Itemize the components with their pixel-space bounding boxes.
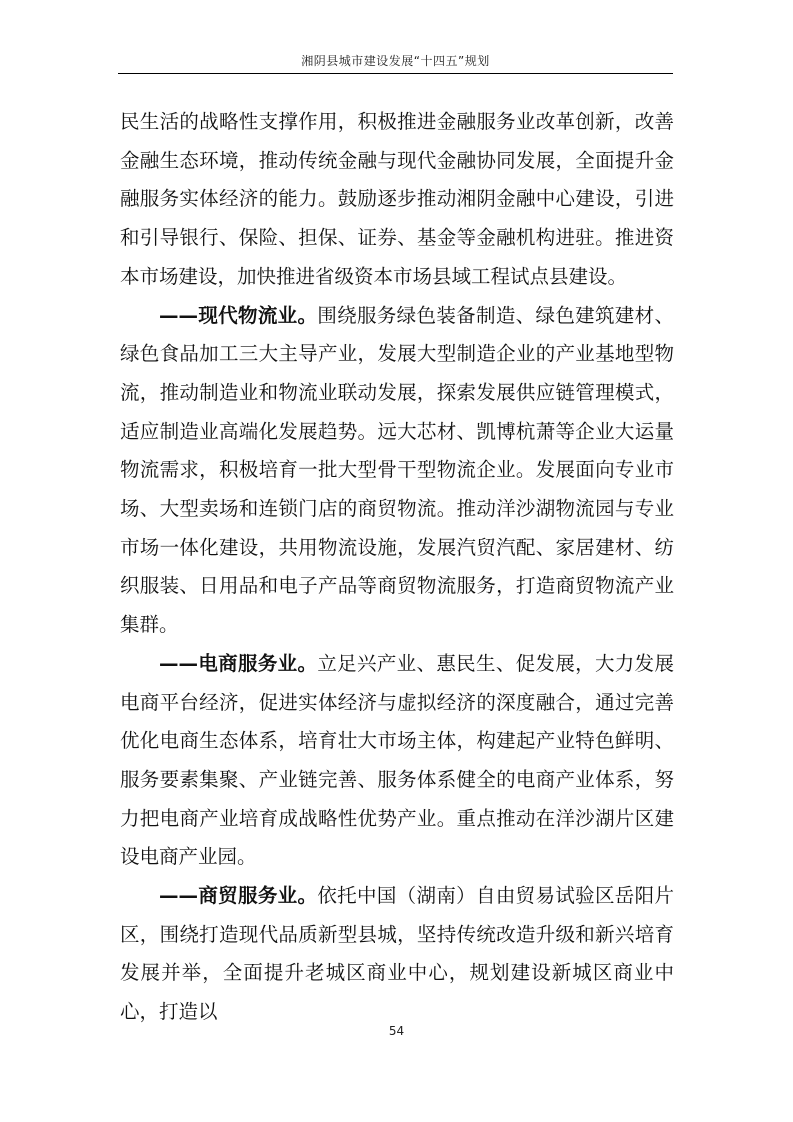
paragraph-logistics — [120, 297, 674, 645]
paragraph-text: 民生活的战略性支撑作用，积极推进金融服务业改革创新，改善金融生态环境，推动传统金融与现代金融协同发展，全面提升金融服务实体经济的能力。鼓励逐步推动湘阴金融中心建设，引进和引导银行、保险、担保、证券、基金等金融机构进驻。推进资本市场建设，加快推进省级资本市场县域工程试点县建设。 — [120, 110, 674, 288]
paragraph-text: 围绕服务绿色装备制造、绿色建筑建材、绿色食品加工三大主导产业，发展大型制造企业的产业基地型物流，推动制造业和物流业联动发展，探索发展供应链管理模式，适应制造业高端化发展趋势。远大芯材、凯博杭萧等企业大运量物流需求，积极培育一批大型骨干型物流企业。发展面向专业市场、大型卖场和连锁门店的商贸物流。推动洋沙湖物流园与专业市场一体化建设，共用物流设施，发展汽贸汽配、家居建材、纺织服装、日用品和电子产品等商贸物流服务，打造商贸物流产业集群。 — [120, 303, 674, 637]
page-number: 54 — [388, 1024, 405, 1038]
paragraph-commerce — [120, 877, 674, 1032]
paragraph-lead: ——电商服务业。 — [159, 651, 318, 675]
paragraph-text: 依托中国（湖南）自由贸易试验区岳阳片区，围绕打造现代品质新型县城，坚持传统改造升级和新兴培育发展并举，全面提升老城区商业中心，规划建设新城区商业中心，打造以 — [120, 884, 674, 1024]
document-body — [120, 103, 674, 1032]
paragraph-lead: ——商贸服务业。 — [159, 884, 318, 908]
paragraph-text: 立足兴产业、惠民生、促发展，大力发展电商平台经济，促进实体经济与虚拟经济的深度融合，通过完善优化电商生态体系，培育壮大市场主体，构建起产业特色鲜明、服务要素集聚、产业链完善、服务体系健全的电商产业体系，努力把电商产业培育成战略性优势产业。重点推动在洋沙湖片区建设电商产业园。 — [120, 651, 674, 869]
running-header: 湘阴县城市建设发展“十四五”规划 — [301, 54, 490, 68]
header-rule — [118, 73, 673, 74]
paragraph-finance-continued — [120, 103, 674, 297]
paragraph-lead: ——现代物流业。 — [159, 303, 318, 327]
paragraph-ecommerce — [120, 645, 674, 877]
